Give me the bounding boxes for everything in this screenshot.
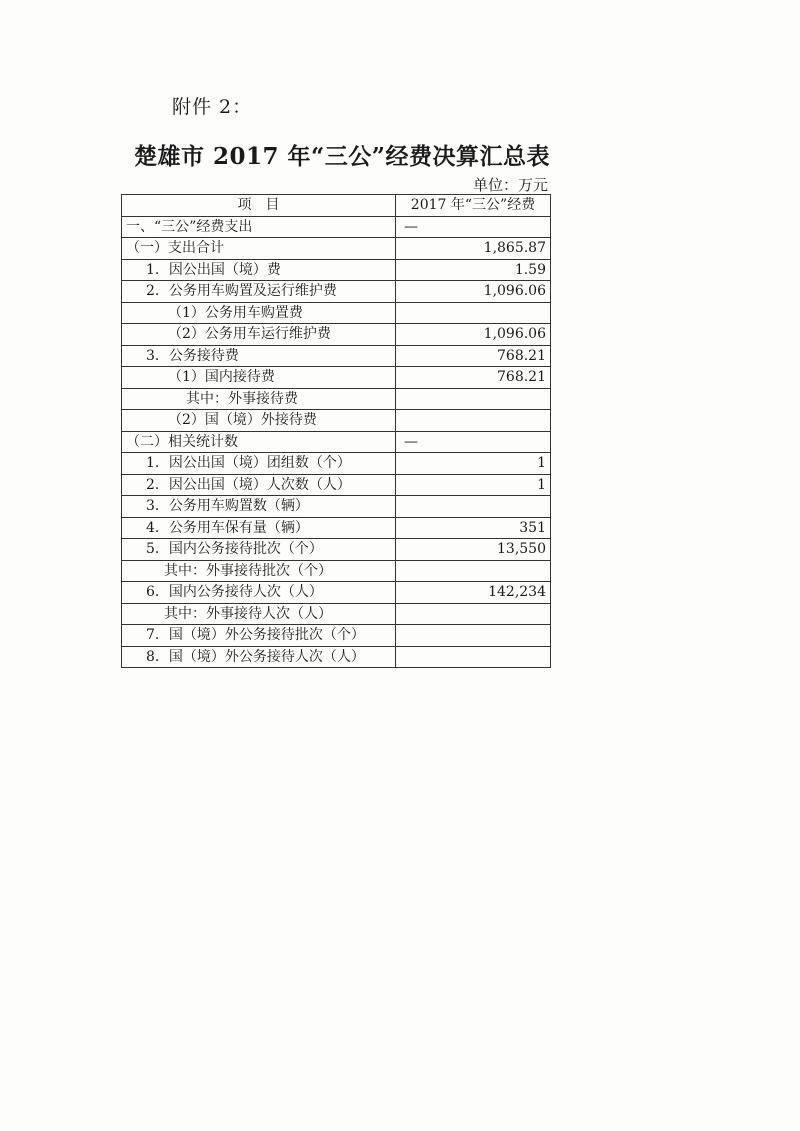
- table-row: [122, 603, 551, 625]
- attachment-label: 附件 2：: [172, 96, 253, 118]
- table-row: [122, 453, 551, 475]
- table-row: [122, 431, 551, 453]
- expense-summary-table: [121, 194, 551, 668]
- row-label: 8．国（境）外公务接待人次（人）: [122, 646, 396, 668]
- row-label: 2．公务用车购置及运行维护费: [122, 281, 396, 303]
- row-value: 768.21: [396, 345, 551, 367]
- row-value: 13,550: [396, 539, 551, 561]
- table-row: [122, 625, 551, 647]
- unit-label: 单位：万元: [472, 176, 548, 194]
- table-row: [122, 517, 551, 539]
- row-label: 4．公务用车保有量（辆）: [122, 517, 396, 539]
- column-header-amount: 2017 年“三公”经费: [396, 195, 551, 217]
- row-value: [396, 388, 551, 410]
- row-label: 1．因公出国（境）团组数（个）: [122, 453, 396, 475]
- row-label: 3．公务用车购置数（辆）: [122, 496, 396, 518]
- table-row: [122, 216, 551, 238]
- table-row: [122, 259, 551, 281]
- table-row: [122, 302, 551, 324]
- row-label: 1．因公出国（境）费: [122, 259, 396, 281]
- row-label: （2）国（境）外接待费: [122, 410, 396, 432]
- table-row: [122, 410, 551, 432]
- row-value: 142,234: [396, 582, 551, 604]
- row-label: 2．因公出国（境）人次数（人）: [122, 474, 396, 496]
- table-row: [122, 646, 551, 668]
- row-label: 其中：外事接待批次（个）: [122, 560, 396, 582]
- row-label: 6．国内公务接待人次（人）: [122, 582, 396, 604]
- table-row: [122, 281, 551, 303]
- table-row: [122, 539, 551, 561]
- row-label: 一、“三公”经费支出: [122, 216, 396, 238]
- row-label: 3．公务接待费: [122, 345, 396, 367]
- row-label: （1）国内接待费: [122, 367, 396, 389]
- row-label: （1）公务用车购置费: [122, 302, 396, 324]
- table-row: [122, 324, 551, 346]
- row-value: —: [396, 431, 551, 453]
- row-value: [396, 603, 551, 625]
- row-label: （一）支出合计: [122, 238, 396, 260]
- table-row: [122, 367, 551, 389]
- row-value: 1,096.06: [396, 281, 551, 303]
- row-label: 5．国内公务接待批次（个）: [122, 539, 396, 561]
- row-value: 768.21: [396, 367, 551, 389]
- row-value: 1: [396, 453, 551, 475]
- row-label: 其中：外事接待费: [122, 388, 396, 410]
- row-label: 其中：外事接待人次（人）: [122, 603, 396, 625]
- row-value: 1,096.06: [396, 324, 551, 346]
- row-value: [396, 410, 551, 432]
- row-value: —: [396, 216, 551, 238]
- table-row: [122, 388, 551, 410]
- table-row: [122, 582, 551, 604]
- row-value: 1,865.87: [396, 238, 551, 260]
- row-value: [396, 646, 551, 668]
- row-value: [396, 496, 551, 518]
- page-title: 楚雄市 2017 年“三公”经费决算汇总表: [134, 143, 550, 170]
- table-row: [122, 560, 551, 582]
- row-value: 351: [396, 517, 551, 539]
- row-label: 7．国（境）外公务接待批次（个）: [122, 625, 396, 647]
- table-row: [122, 496, 551, 518]
- row-value: 1.59: [396, 259, 551, 281]
- table-body: [122, 216, 551, 668]
- row-value: [396, 625, 551, 647]
- table-row: [122, 474, 551, 496]
- column-header-item: 项 目: [122, 195, 396, 217]
- row-value: 1: [396, 474, 551, 496]
- table-row: [122, 238, 551, 260]
- row-label: （2）公务用车运行维护费: [122, 324, 396, 346]
- table-header-row: [122, 195, 551, 217]
- row-value: [396, 560, 551, 582]
- table-row: [122, 345, 551, 367]
- row-label: （二）相关统计数: [122, 431, 396, 453]
- row-value: [396, 302, 551, 324]
